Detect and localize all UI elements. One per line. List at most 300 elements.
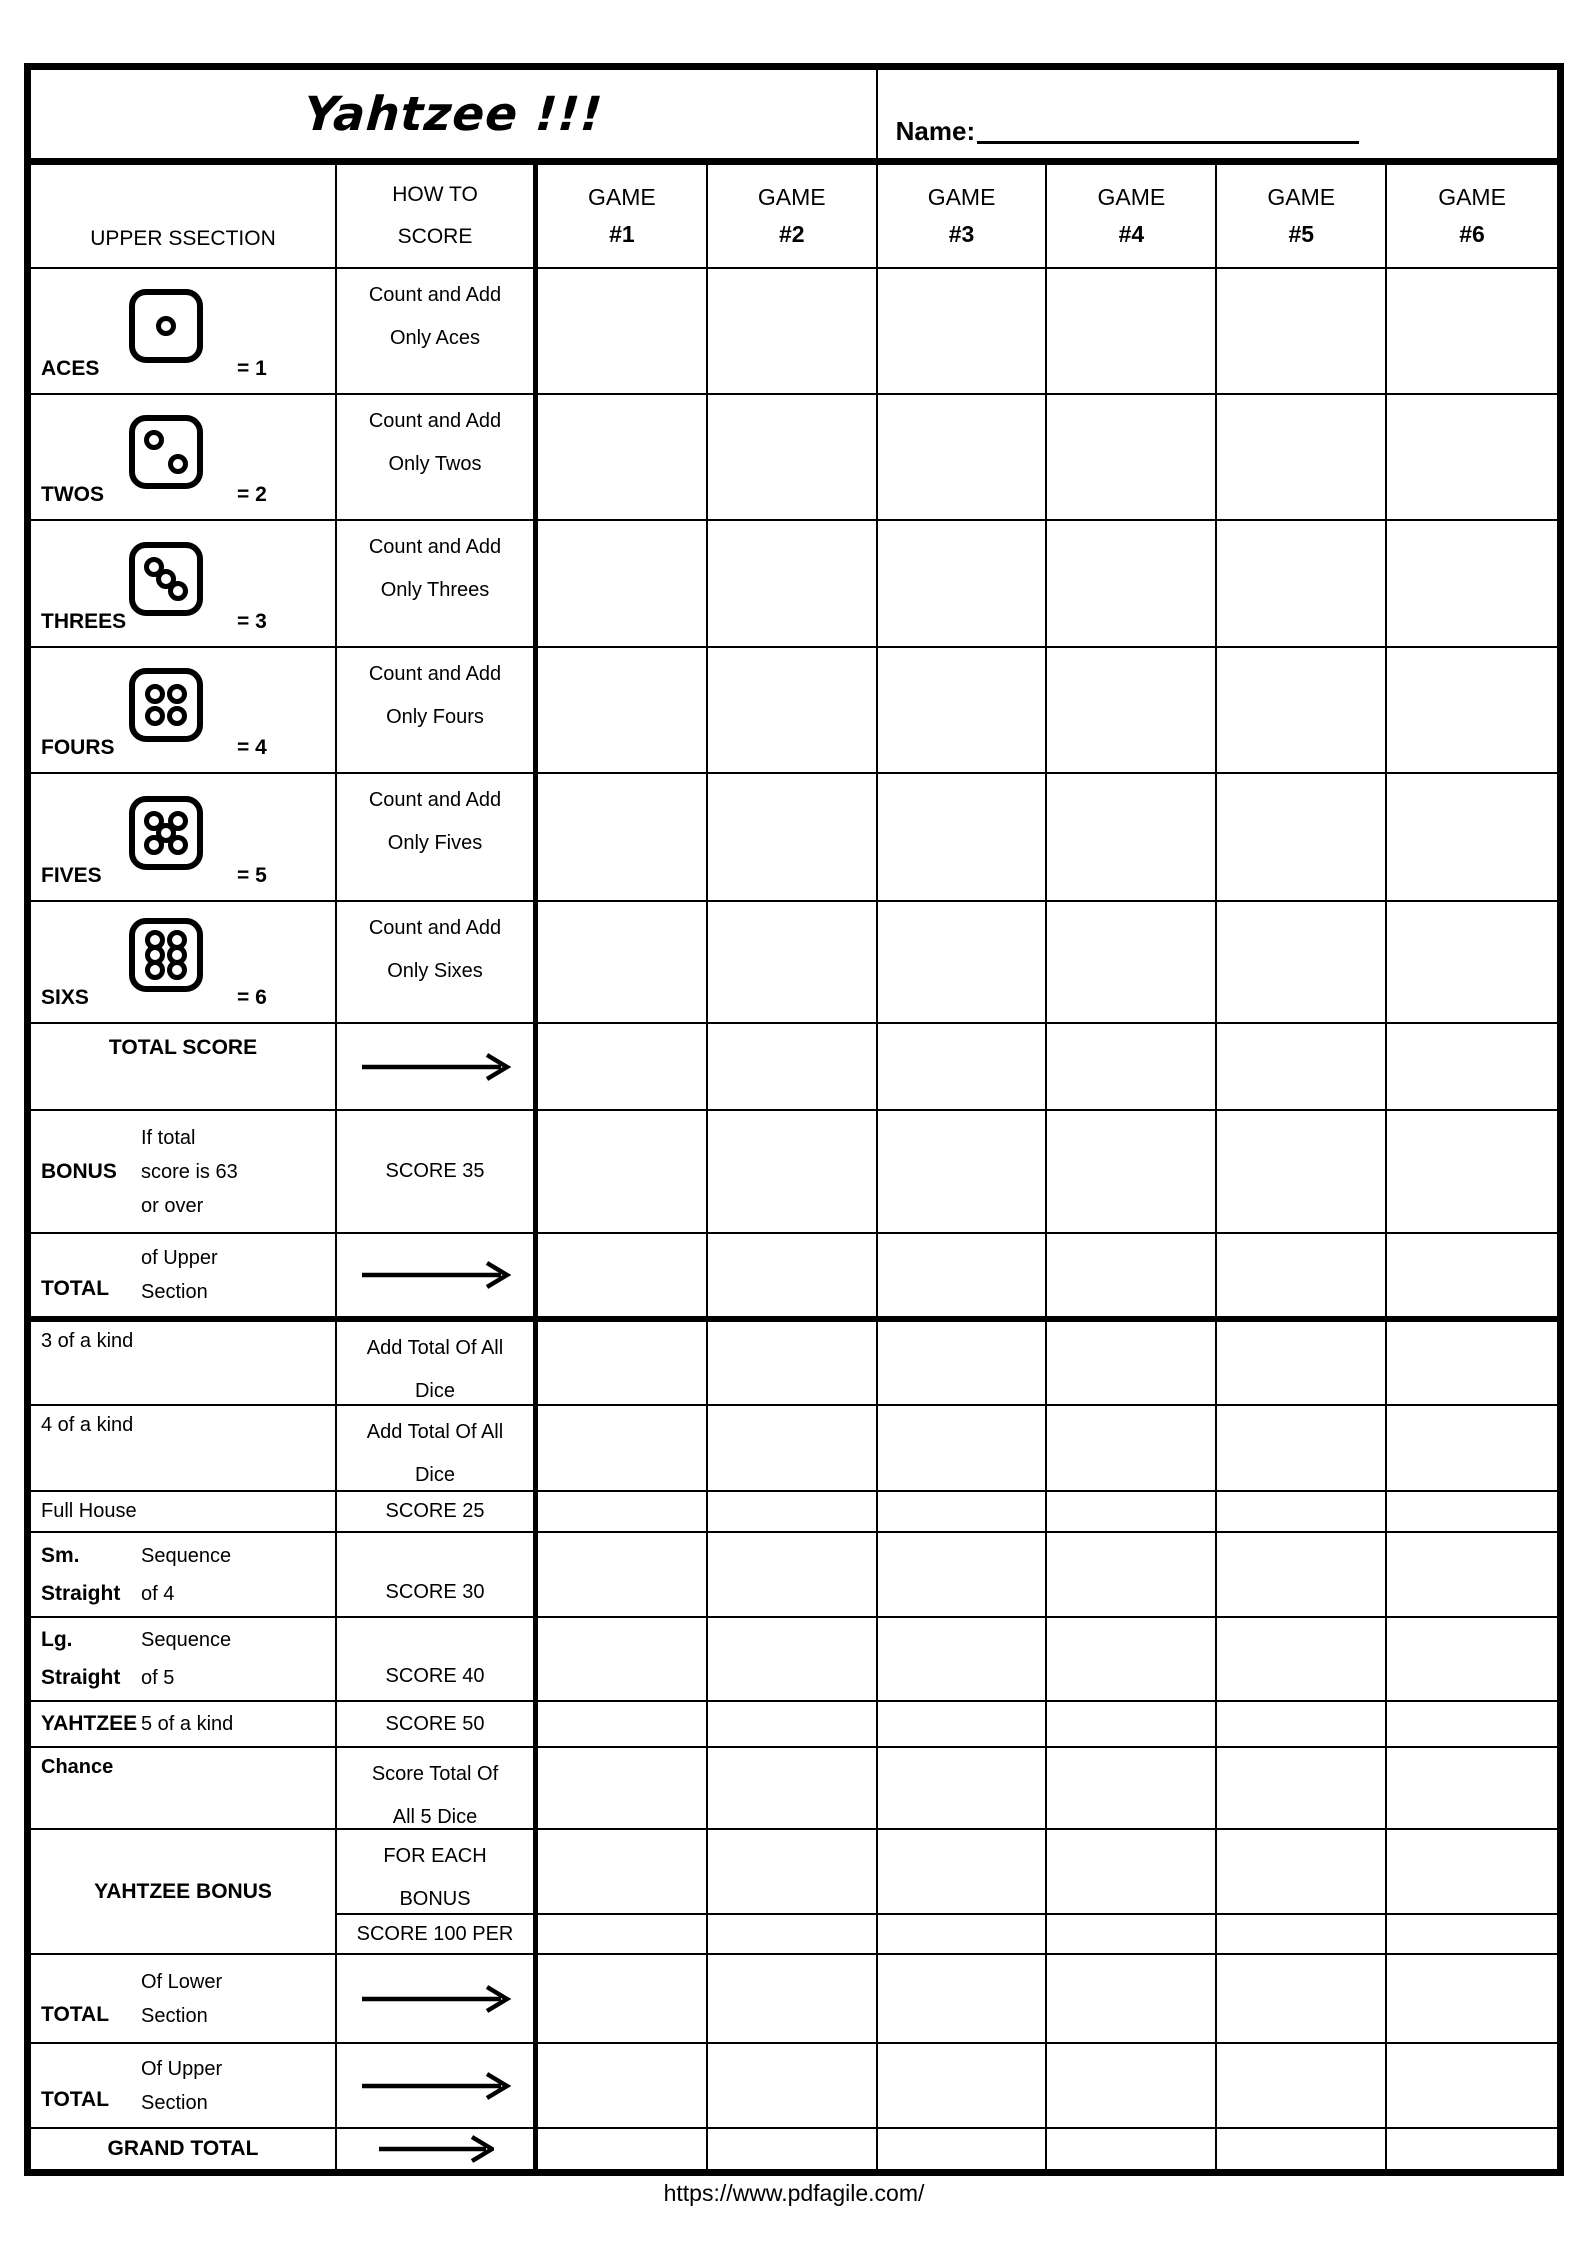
label-line: BONUS [41,1159,117,1183]
score-cell-threes-game-1[interactable] [538,521,708,648]
score-cell-small-straight-game-4[interactable] [1047,1533,1217,1618]
how-line: All 5 Dice [392,1806,478,1828]
score-cell-sixs-game-2[interactable] [708,902,878,1024]
score-cell-total-score-game-2[interactable] [708,1024,878,1111]
score-cell-total-score-game-1[interactable] [538,1024,708,1111]
score-cell-fours-game-3[interactable] [878,648,1048,774]
score-cell-yahtzee-bonus-score-game-6[interactable] [1387,1915,1557,1955]
score-cell-lower-total-game-4[interactable] [1047,1955,1217,2044]
game-header-number: #4 [1118,221,1145,247]
how-line: Count and Add [368,284,502,306]
score-cell-three-of-a-kind-game-1[interactable] [538,1322,708,1406]
how-line: Count and Add [368,917,502,939]
score-cell-upper-total-2-game-4[interactable] [1047,2044,1217,2129]
die-pip [145,960,165,980]
score-cell-upper-total-2-game-5[interactable] [1217,2044,1387,2129]
die-pip [156,316,176,336]
die-pip [167,684,187,704]
how-line: SCORE 50 [385,1712,485,1735]
score-cell-yahtzee-bonus-game-6[interactable] [1387,1830,1557,1915]
score-cell-fives-game-1[interactable] [538,774,708,902]
desc-line: Section [141,2004,208,2027]
die-pip [144,835,164,855]
score-cell-large-straight-game-6[interactable] [1387,1618,1557,1702]
upper-section-header [31,165,337,269]
desc-line: of 4 [141,1582,175,1605]
score-cell-yahtzee-bonus-game-1[interactable] [538,1830,708,1915]
label-small-straight [41,1533,141,1616]
die-5-icon [129,796,203,870]
score-cell-bonus-game-6[interactable] [1387,1111,1557,1234]
score-cell-yahtzee-bonus-game-5[interactable] [1217,1830,1387,1915]
score-cell-upper-total-game-1[interactable] [538,1234,708,1322]
arrow-right-icon [359,2069,511,2103]
how-line: Only Sixes [387,960,483,982]
score-cell-four-of-a-kind-game-2[interactable] [708,1406,878,1492]
score-cell-fours-game-5[interactable] [1217,648,1387,774]
how-line: Only Threes [380,579,490,601]
die-3-icon [129,542,203,616]
how-line: Count and Add [368,789,502,811]
score-cell-upper-total-2-game-1[interactable] [538,2044,708,2129]
how-line: Only Aces [389,327,481,349]
score-cell-fives-game-3[interactable] [878,774,1048,902]
score-cell-twos-game-4[interactable] [1047,395,1217,521]
score-cell-sixs-game-4[interactable] [1047,902,1217,1024]
score-cell-three-of-a-kind-game-6[interactable] [1387,1322,1557,1406]
score-cell-aces-game-5[interactable] [1217,269,1387,395]
die-pip [168,835,188,855]
label-desc-large-straight [141,1618,335,1700]
label-four-of-a-kind: 4 of a kind [41,1414,134,1436]
game-5-header [1217,165,1387,269]
equals-value: = 5 [237,864,267,887]
score-cell-grand-total-game-6[interactable] [1387,2129,1557,2169]
game-header-word: GAME [1438,184,1506,210]
score-cell-bonus-game-3[interactable] [878,1111,1048,1234]
score-cell-yahtzee-bonus-game-3[interactable] [878,1830,1048,1915]
equals-value: = 4 [237,736,267,759]
how-to-score-small-straight [337,1533,538,1618]
score-cell-three-of-a-kind-game-3[interactable] [878,1322,1048,1406]
score-cell-chance-game-6[interactable] [1387,1748,1557,1830]
label-fours: FOURS [41,736,115,759]
name-label: Name: [895,116,976,146]
row-label-full-house [31,1492,337,1533]
score-cell-bonus-game-4[interactable] [1047,1111,1217,1234]
row-label-yahtzee-bonus [31,1830,337,1955]
desc-line: score is 63 [141,1160,238,1183]
game-1-header [538,165,708,269]
score-cell-sixs-game-6[interactable] [1387,902,1557,1024]
score-cell-yahtzee-game-3[interactable] [878,1702,1048,1748]
how-to-score-full-house [337,1492,538,1533]
score-cell-twos-game-5[interactable] [1217,395,1387,521]
game-3-header [878,165,1048,269]
score-cell-yahtzee-bonus-score-game-4[interactable] [1047,1915,1217,1955]
score-cell-four-of-a-kind-game-5[interactable] [1217,1406,1387,1492]
row-label-threes [31,521,337,648]
equals-value: = 1 [237,357,267,380]
how-line: Count and Add [368,536,502,558]
game-header-number: #5 [1288,221,1315,247]
score-cell-large-straight-game-3[interactable] [878,1618,1048,1702]
label-upper-total [41,1234,141,1316]
label-line: Sm. [41,1543,80,1567]
label-sixs: SIXS [41,986,89,1009]
how-line: SCORE 100 PER [356,1922,514,1945]
score-cell-threes-game-6[interactable] [1387,521,1557,648]
score-cell-sixs-game-5[interactable] [1217,902,1387,1024]
how-line: Only Twos [388,453,482,475]
label-bonus [41,1111,141,1232]
arrow-right-icon [359,1258,511,1292]
how-to-score-sixs [337,902,538,1024]
how-to-score-line2: SCORE [397,225,473,248]
how-line: SCORE 25 [385,1500,485,1522]
score-cell-grand-total-game-5[interactable] [1217,2129,1387,2169]
page-title: Yahtzee !!! [301,86,605,142]
desc-line: Of Lower [141,1970,223,1993]
score-cell-full-house-game-2[interactable] [708,1492,878,1533]
row-label-four-of-a-kind [31,1406,337,1492]
score-cell-lower-total-game-3[interactable] [878,1955,1048,2044]
label-desc-bonus [141,1111,335,1232]
score-cell-total-score-game-4[interactable] [1047,1024,1217,1111]
score-cell-yahtzee-bonus-game-4[interactable] [1047,1830,1217,1915]
score-cell-chance-game-3[interactable] [878,1748,1048,1830]
game-header-number: #6 [1459,221,1485,247]
how-line: Score Total Of [371,1763,499,1785]
how-to-score-threes [337,521,538,648]
yahtzee-score-sheet [24,63,1564,2176]
score-cell-lower-total-game-5[interactable] [1217,1955,1387,2044]
label-desc-upper-total [141,1234,335,1316]
score-cell-chance-game-1[interactable] [538,1748,708,1830]
die-1-icon [129,289,203,363]
label-line: TOTAL [41,1277,110,1300]
how-to-score-header [337,165,538,269]
score-cell-small-straight-game-3[interactable] [878,1533,1048,1618]
score-cell-fours-game-6[interactable] [1387,648,1557,774]
label-upper-total-2 [41,2044,141,2127]
score-cell-large-straight-game-5[interactable] [1217,1618,1387,1702]
how-line: Add Total Of All [366,1421,504,1443]
label-line: YAHTZEE [41,1712,138,1735]
sheet-title-cell [31,70,878,165]
row-label-upper-total-2 [31,2044,337,2129]
score-cell-three-of-a-kind-game-4[interactable] [1047,1322,1217,1406]
score-cell-four-of-a-kind-game-1[interactable] [538,1406,708,1492]
label-full-house: Full House [41,1500,137,1522]
score-cell-yahtzee-game-5[interactable] [1217,1702,1387,1748]
how-to-score-upper-total-2 [337,2044,538,2129]
how-line: Only Fours [386,706,484,728]
how-to-score-large-straight [337,1618,538,1702]
row-label-yahtzee [31,1702,337,1748]
score-cell-threes-game-2[interactable] [708,521,878,648]
desc-line: of Upper [141,1247,218,1269]
label-total-score: TOTAL SCORE [108,1036,258,1059]
score-cell-large-straight-game-1[interactable] [538,1618,708,1702]
label-lower-total [41,1955,141,2042]
label-fives: FIVES [41,864,102,887]
score-cell-lower-total-game-6[interactable] [1387,1955,1557,2044]
score-cell-threes-game-5[interactable] [1217,521,1387,648]
score-cell-bonus-game-1[interactable] [538,1111,708,1234]
row-label-fours [31,648,337,774]
row-label-aces [31,269,337,395]
how-to-score-grand-total [337,2129,538,2169]
score-cell-sixs-game-1[interactable] [538,902,708,1024]
score-cell-yahtzee-bonus-game-2[interactable] [708,1830,878,1915]
how-to-score-lower-total [337,1955,538,2044]
score-cell-twos-game-6[interactable] [1387,395,1557,521]
game-header-word: GAME [588,184,656,210]
score-cell-total-score-game-6[interactable] [1387,1024,1557,1111]
desc-line: Of Upper [141,2057,223,2080]
score-cell-grand-total-game-4[interactable] [1047,2129,1217,2169]
score-cell-bonus-game-5[interactable] [1217,1111,1387,1234]
label-yahtzee-bonus: YAHTZEE BONUS [94,1879,272,1903]
how-line: SCORE 30 [385,1581,485,1603]
row-label-upper-total [31,1234,337,1322]
row-label-three-of-a-kind [31,1322,337,1406]
desc-line: 5 of a kind [141,1713,234,1735]
how-to-score-fours [337,648,538,774]
arrow-right-icon [359,1982,511,2016]
how-line: SCORE 35 [385,1160,485,1182]
how-to-score-aces [337,269,538,395]
score-cell-total-score-game-3[interactable] [878,1024,1048,1111]
die-pip [145,706,165,726]
die-pip [167,706,187,726]
score-cell-upper-total-game-6[interactable] [1387,1234,1557,1322]
desc-line: If total [141,1126,196,1149]
score-cell-chance-game-5[interactable] [1217,1748,1387,1830]
score-cell-full-house-game-3[interactable] [878,1492,1048,1533]
score-cell-lower-total-game-2[interactable] [708,1955,878,2044]
how-to-score-yahtzee-bonus [337,1830,538,1915]
score-cell-upper-total-game-5[interactable] [1217,1234,1387,1322]
how-to-score-line1: HOW TO [392,183,478,206]
score-cell-bonus-game-2[interactable] [708,1111,878,1234]
score-cell-grand-total-game-2[interactable] [708,2129,878,2169]
die-6-icon [129,918,203,992]
how-to-score-four-of-a-kind [337,1406,538,1492]
score-cell-fives-game-6[interactable] [1387,774,1557,902]
score-cell-fours-game-2[interactable] [708,648,878,774]
label-twos: TWOS [41,483,104,506]
score-cell-small-straight-game-5[interactable] [1217,1533,1387,1618]
row-label-bonus [31,1111,337,1234]
row-label-twos [31,395,337,521]
score-cell-aces-game-2[interactable] [708,269,878,395]
score-cell-yahtzee-game-4[interactable] [1047,1702,1217,1748]
score-cell-four-of-a-kind-game-3[interactable] [878,1406,1048,1492]
score-cell-chance-game-4[interactable] [1047,1748,1217,1830]
score-cell-yahtzee-game-6[interactable] [1387,1702,1557,1748]
die-2-icon [129,415,203,489]
die-pip [167,960,187,980]
score-cell-upper-total-game-3[interactable] [878,1234,1048,1322]
score-cell-chance-game-2[interactable] [708,1748,878,1830]
how-line: BONUS [399,1888,471,1910]
score-cell-yahtzee-bonus-score-game-3[interactable] [878,1915,1048,1955]
game-header-word: GAME [757,184,826,210]
how-line: SCORE 40 [385,1665,485,1687]
score-cell-four-of-a-kind-game-6[interactable] [1387,1406,1557,1492]
desc-line: Sequence [141,1544,232,1567]
how-line: Only Fives [387,832,483,854]
score-cell-full-house-game-4[interactable] [1047,1492,1217,1533]
score-cell-yahtzee-bonus-score-game-5[interactable] [1217,1915,1387,1955]
equals-value: = 2 [237,483,267,506]
score-cell-full-house-game-6[interactable] [1387,1492,1557,1533]
footer-url: https://www.pdfagile.com/ [663,2180,925,2206]
score-cell-upper-total-game-4[interactable] [1047,1234,1217,1322]
score-cell-fours-game-4[interactable] [1047,648,1217,774]
score-cell-twos-game-3[interactable] [878,395,1048,521]
arrow-right-icon [376,2132,494,2166]
score-cell-sixs-game-3[interactable] [878,902,1048,1024]
game-2-header [708,165,878,269]
label-large-straight [41,1618,141,1700]
desc-line: or over [141,1194,204,1217]
score-cell-yahtzee-bonus-score-game-1[interactable] [538,1915,708,1955]
score-cell-aces-game-4[interactable] [1047,269,1217,395]
arrow-right-icon [359,1050,511,1084]
row-label-chance [31,1748,337,1830]
game-header-word: GAME [1267,184,1336,210]
equals-value: = 6 [237,986,267,1009]
score-cell-fives-game-4[interactable] [1047,774,1217,902]
score-cell-small-straight-game-2[interactable] [708,1533,878,1618]
score-cell-yahtzee-game-2[interactable] [708,1702,878,1748]
label-line: TOTAL [41,2088,110,2111]
name-field [878,70,1557,165]
score-cell-large-straight-game-4[interactable] [1047,1618,1217,1702]
score-cell-small-straight-game-1[interactable] [538,1533,708,1618]
label-desc-small-straight [141,1533,335,1616]
label-line: Straight [41,1581,121,1605]
row-label-sixs [31,902,337,1024]
desc-line: Section [141,2091,208,2114]
label-desc-upper-total-2 [141,2044,335,2127]
score-cell-four-of-a-kind-game-4[interactable] [1047,1406,1217,1492]
label-line: Straight [41,1666,121,1689]
score-cell-yahtzee-game-1[interactable] [538,1702,708,1748]
how-line: Dice [414,1464,455,1486]
die-4-icon [129,668,203,742]
score-cell-full-house-game-1[interactable] [538,1492,708,1533]
die-pip [168,454,188,474]
how-to-score-total-score [337,1024,538,1111]
score-cell-three-of-a-kind-game-5[interactable] [1217,1322,1387,1406]
die-pip [144,430,164,450]
score-cell-grand-total-game-3[interactable] [878,2129,1048,2169]
score-cell-upper-total-2-game-3[interactable] [878,2044,1048,2129]
desc-line: Section [141,1281,208,1303]
score-cell-small-straight-game-6[interactable] [1387,1533,1557,1618]
label-line: TOTAL [41,2003,110,2026]
game-header-number: #2 [778,221,805,247]
desc-line: Sequence [141,1629,232,1651]
score-cell-aces-game-6[interactable] [1387,269,1557,395]
score-cell-yahtzee-bonus-score-game-2[interactable] [708,1915,878,1955]
die-pip [168,581,188,601]
how-to-score-yahtzee [337,1702,538,1748]
score-cell-fives-game-5[interactable] [1217,774,1387,902]
game-header-number: #1 [609,221,635,247]
score-cell-total-score-game-5[interactable] [1217,1024,1387,1111]
row-label-total-score [31,1024,337,1111]
score-cell-twos-game-2[interactable] [708,395,878,521]
how-to-score-upper-total [337,1234,538,1322]
row-label-large-straight [31,1618,337,1702]
score-cell-aces-game-3[interactable] [878,269,1048,395]
score-cell-grand-total-game-1[interactable] [538,2129,708,2169]
how-line: FOR EACH [383,1845,487,1867]
how-to-score-fives [337,774,538,902]
die-pip [145,684,165,704]
game-header-word: GAME [927,184,996,210]
label-threes: THREES [41,610,127,633]
label-chance: Chance [41,1756,114,1778]
score-cell-threes-game-4[interactable] [1047,521,1217,648]
how-line: Count and Add [368,663,502,685]
score-cell-fives-game-2[interactable] [708,774,878,902]
score-cell-upper-total-game-2[interactable] [708,1234,878,1322]
label-grand-total: GRAND TOTAL [107,2137,259,2160]
label-aces: ACES [41,357,100,380]
how-line: Dice [414,1380,455,1402]
score-cell-lower-total-game-1[interactable] [538,1955,708,2044]
score-cell-aces-game-1[interactable] [538,269,708,395]
upper-section-label: UPPER SSECTION [90,227,276,250]
game-4-header [1047,165,1217,269]
game-header-number: #3 [948,221,975,247]
score-cell-threes-game-3[interactable] [878,521,1048,648]
label-desc-yahtzee [141,1702,335,1746]
game-6-header [1387,165,1557,269]
score-cell-large-straight-game-2[interactable] [708,1618,878,1702]
score-cell-upper-total-2-game-2[interactable] [708,2044,878,2129]
label-three-of-a-kind: 3 of a kind [41,1330,134,1352]
score-cell-full-house-game-5[interactable] [1217,1492,1387,1533]
how-line: Add Total Of All [366,1337,504,1359]
how-line: Count and Add [368,410,502,432]
how-to-score-twos [337,395,538,521]
how-to-score-yahtzee-bonus-score [337,1915,538,1955]
desc-line: of 5 [141,1667,175,1689]
label-yahtzee [41,1702,141,1746]
score-cell-three-of-a-kind-game-2[interactable] [708,1322,878,1406]
label-desc-lower-total [141,1955,335,2042]
how-to-score-chance [337,1748,538,1830]
equals-value: = 3 [237,610,267,633]
score-cell-upper-total-2-game-6[interactable] [1387,2044,1557,2129]
row-label-small-straight [31,1533,337,1618]
how-to-score-three-of-a-kind [337,1322,538,1406]
game-header-word: GAME [1097,184,1166,210]
score-cell-twos-game-1[interactable] [538,395,708,521]
name-input-line[interactable] [977,139,1359,144]
label-line: Lg. [41,1628,73,1651]
row-label-fives [31,774,337,902]
score-cell-fours-game-1[interactable] [538,648,708,774]
row-label-grand-total [31,2129,337,2169]
